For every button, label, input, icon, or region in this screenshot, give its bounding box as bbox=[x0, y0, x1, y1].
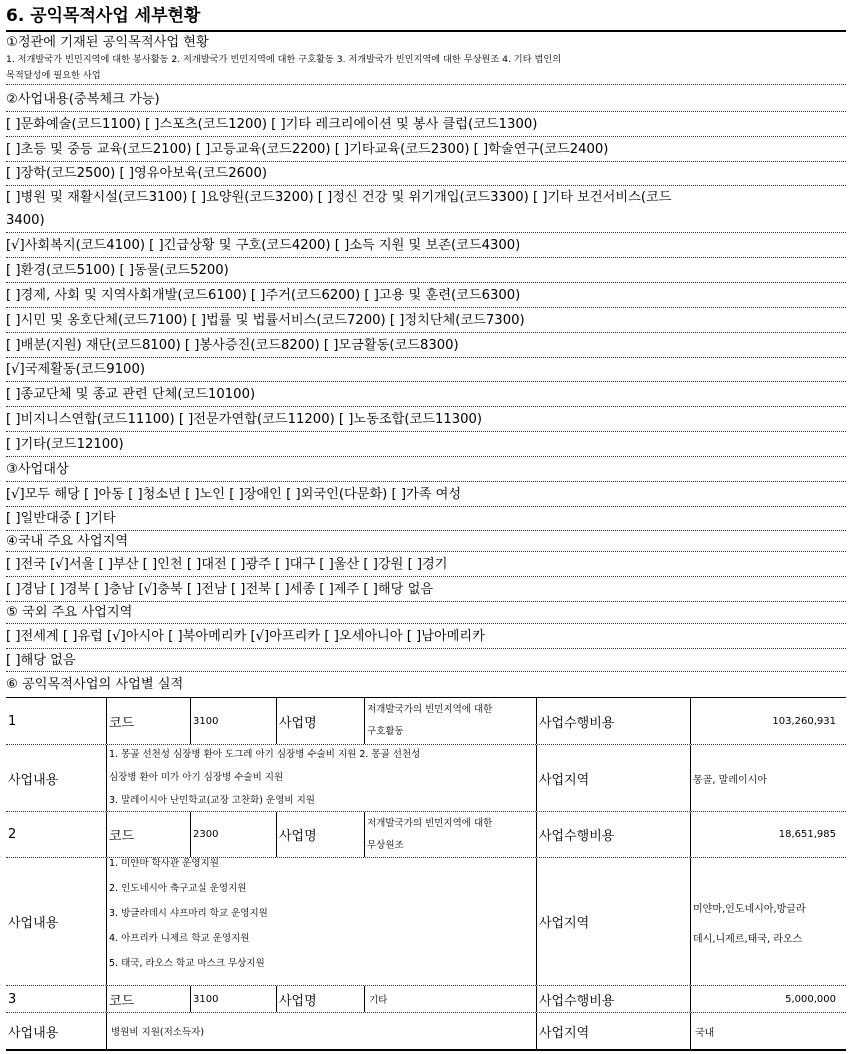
content-line: 1. 미얀마 학사관 운영지원 bbox=[109, 858, 219, 869]
content-value bbox=[106, 858, 536, 985]
business-line: [ ]시민 및 옹호단체(코드7100) [ ]법률 및 법률서비스(코드7200) [ ]정치단체(코드7300) bbox=[6, 308, 846, 333]
business-line: [ ]병원 및 재활시설(코드3100) [ ]요양원(코드3200) [ ]정신 건강 및 위기개입(코드3300) [ ]기타 보건서비스(코드 bbox=[6, 190, 672, 205]
target-heading: ③사업대상 bbox=[6, 457, 846, 482]
business-name-value bbox=[364, 698, 536, 744]
project-2-header-row bbox=[6, 812, 846, 858]
content-line: 4. 아프리카 니제르 학교 운영지원 bbox=[109, 933, 250, 944]
cost-value: 103,260,931 bbox=[690, 698, 846, 744]
business-name-line: 무상원조 bbox=[367, 840, 404, 851]
project-number: 1 bbox=[8, 713, 17, 729]
cost-label: 사업수행비용 bbox=[536, 812, 690, 857]
region-value bbox=[690, 858, 846, 985]
content-line: 1. 몽골 선천성 심장병 환아 도그레 아기 심장병 수술비 지원 2. 몽골 선천성 bbox=[109, 749, 421, 760]
code-value: 2300 bbox=[190, 812, 276, 857]
business-line: [ ]초등 및 중등 교육(코드2100) [ ]고등교육(코드2200) [ ]기타교육(코드2300) [ ]학술연구(코드2400) bbox=[6, 137, 846, 162]
project-1-header-row bbox=[6, 698, 846, 745]
region-label: 사업지역 bbox=[536, 1013, 690, 1049]
business-name-label: 사업명 bbox=[276, 812, 364, 857]
purpose-heading: ①정관에 기재된 공익목적사업 현황 bbox=[6, 35, 209, 50]
region-value: 국내 bbox=[690, 1013, 846, 1049]
business-name-label: 사업명 bbox=[276, 698, 364, 744]
domestic-heading: ④국내 주요 사업지역 bbox=[6, 531, 846, 552]
overseas-heading: ⑤ 국외 주요 사업지역 bbox=[6, 602, 846, 624]
cost-label: 사업수행비용 bbox=[536, 986, 690, 1012]
business-line: [ ]기타(코드12100) bbox=[6, 432, 846, 457]
code-value: 3100 bbox=[190, 986, 276, 1012]
domestic-line: [ ]전국 [√]서울 [ ]부산 [ ]인천 [ ]대전 [ ]광주 [ ]대구 [ ]울산 [ ]강원 [ ]경기 bbox=[6, 552, 846, 577]
section-title: 6. 공익목적사업 세부현황 bbox=[6, 2, 846, 32]
cost-value: 18,651,985 bbox=[690, 812, 846, 857]
overseas-line: [ ]해당 없음 bbox=[6, 649, 846, 672]
project-number: 3 bbox=[8, 991, 17, 1007]
content-value bbox=[106, 745, 536, 811]
business-name-line: 저개발국가의 빈민지역에 대한 bbox=[367, 818, 493, 829]
business-name-label: 사업명 bbox=[276, 986, 364, 1012]
purpose-text-line-1: 1. 저개발국가 빈민지역에 대한 봉사활동 2. 저개발국가 빈민지역에 대한 구호활동 3. 저개발국가 빈민지역에 대한 무상원조 4. 기타 법인의 bbox=[6, 54, 562, 65]
project-1-content-row bbox=[6, 745, 846, 812]
content-label: 사업내용 bbox=[8, 772, 59, 788]
target-line: [√]모두 해당 [ ]아동 [ ]청소년 [ ]노인 [ ]장애인 [ ]외국인(다문화) [ ]가족 여성 bbox=[6, 482, 846, 507]
content-line: 3. 방글라데시 샤프마리 학교 운영지원 bbox=[109, 908, 268, 919]
target-line: [ ]일반대중 [ ]기타 bbox=[6, 507, 846, 531]
business-line: [ ]비지니스연합(코드11100) [ ]전문가연합(코드11200) [ ]노동조합(코드11300) bbox=[6, 407, 846, 432]
performance-heading: ⑥ 공익목적사업의 사업별 실적 bbox=[6, 672, 846, 698]
business-line: [ ]환경(코드5100) [ ]동물(코드5200) bbox=[6, 258, 846, 283]
code-value: 3100 bbox=[190, 698, 276, 744]
content-line: 5. 태국, 라오스 학교 마스크 무상지원 bbox=[109, 958, 265, 969]
project-3-content-row bbox=[6, 1013, 846, 1051]
region-value: 몽골, 말레이시아 bbox=[690, 745, 846, 811]
code-label: 코드 bbox=[106, 986, 190, 1012]
cost-value: 5,000,000 bbox=[690, 986, 846, 1012]
content-line: 심장병 환아 미가 아기 심장병 수술비 지원 bbox=[109, 772, 284, 783]
business-name-value bbox=[364, 812, 536, 857]
code-label: 코드 bbox=[106, 698, 190, 744]
business-name-line: 저개발국가의 빈민지역에 대한 bbox=[367, 704, 493, 715]
business-line: [ ]경제, 사회 및 지역사회개발(코드6100) [ ]주거(코드6200) [ ]고용 및 훈련(코드6300) bbox=[6, 283, 846, 308]
region-label: 사업지역 bbox=[536, 858, 690, 985]
content-line: 2. 인도네시아 축구교실 운영지원 bbox=[109, 883, 247, 894]
code-label: 코드 bbox=[106, 812, 190, 857]
business-line: [ ]종교단체 및 종교 관련 단체(코드10100) bbox=[6, 382, 846, 407]
business-name-value: 기타 bbox=[364, 986, 536, 1012]
content-label: 사업내용 bbox=[8, 916, 59, 931]
business-name-line: 구호활동 bbox=[367, 726, 404, 737]
content-value: 병원비 지원(저소득자) bbox=[106, 1013, 536, 1049]
business-line: [ ]배분(지원) 재단(코드8100) [ ]봉사증진(코드8200) [ ]모금활동(코드8300) bbox=[6, 333, 846, 358]
business-heading: ②사업내용(중복체크 가능) bbox=[6, 87, 846, 112]
business-line: [ ]장학(코드2500) [ ]영유아보육(코드2600) bbox=[6, 162, 846, 186]
content-label: 사업내용 bbox=[8, 1025, 59, 1041]
overseas-line: [ ]전세계 [ ]유럽 [√]아시아 [ ]북아메리카 [√]아프리카 [ ]오세아니아 [ ]남아메리카 bbox=[6, 624, 846, 649]
business-line: 3400) bbox=[6, 209, 846, 233]
project-3-header-row bbox=[6, 986, 846, 1013]
project-2-content-row bbox=[6, 858, 846, 986]
project-number: 2 bbox=[8, 827, 17, 842]
business-line: [ ]문화예술(코드1100) [ ]스포츠(코드1200) [ ]기타 레크리에이션 및 봉사 클럽(코드1300) bbox=[6, 112, 846, 137]
region-label: 사업지역 bbox=[536, 745, 690, 811]
business-line: [√]국제활동(코드9100) bbox=[6, 358, 846, 382]
region-line: 데시,니제르,태국, 라오스 bbox=[693, 934, 803, 945]
domestic-line: [ ]경남 [ ]경북 [ ]충남 [√]충북 [ ]전남 [ ]전북 [ ]세종 [ ]제주 [ ]해당 없음 bbox=[6, 577, 846, 602]
content-line: 3. 말레이시아 난민학교(교장 고찬화) 운영비 지원 bbox=[109, 795, 315, 806]
cost-label: 사업수행비용 bbox=[536, 698, 690, 744]
region-line: 미얀마,인도네시아,방글라 bbox=[693, 904, 806, 915]
purpose-text-line-2: 목적달성에 필요한 사업 bbox=[6, 67, 846, 85]
business-line: [√]사회복지(코드4100) [ ]긴급상황 및 구호(코드4200) [ ]소득 지원 및 보존(코드4300) bbox=[6, 233, 846, 258]
